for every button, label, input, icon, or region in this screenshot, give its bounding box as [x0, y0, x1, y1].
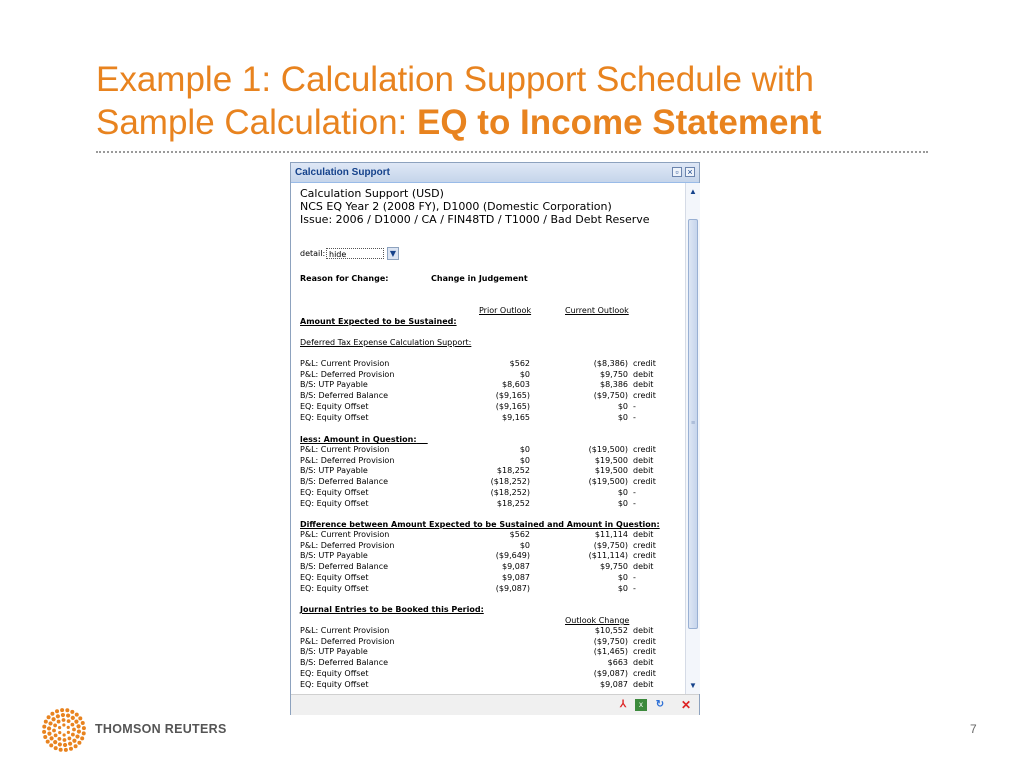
section2-title: less: Amount in Question: [300, 435, 417, 444]
row-entry-type: debit [633, 530, 654, 539]
row-label: P&L: Current Provision [300, 359, 390, 368]
page-number: 7 [970, 722, 977, 736]
vertical-scrollbar[interactable] [685, 183, 700, 694]
maximize-icon[interactable]: ▫ [672, 167, 682, 177]
row-prior-value: $9,087 [502, 562, 530, 572]
row-prior-value: ($18,252) [490, 477, 530, 487]
row-label: EQ: Equity Offset [300, 487, 369, 497]
slide-title [96, 58, 996, 144]
row-entry-type: credit [633, 636, 656, 646]
row-prior-value: $562 [509, 530, 530, 539]
header-line-2: NCS EQ Year 2 (2008 FY), D1000 (Domestic Corporation) [300, 200, 612, 213]
row-prior-value: $0 [519, 455, 530, 465]
row-prior-value: $8,603 [502, 380, 530, 390]
row-entry-type: debit [633, 626, 654, 635]
title-line-2-plain: Sample Calculation: [96, 103, 417, 142]
scroll-up-icon[interactable]: ▲ [689, 187, 697, 196]
scroll-down-icon[interactable]: ▼ [689, 681, 697, 690]
row-label: P&L: Current Provision [300, 530, 390, 539]
row-label: B/S: Deferred Balance [300, 562, 389, 572]
row-label: B/S: UTP Payable [300, 380, 368, 390]
row-label: P&L: Current Provision [300, 626, 390, 635]
deferred-label: Deferred Tax Expense Calculation Support: [300, 338, 472, 347]
col-outlook-change: Outlook Change [565, 616, 630, 625]
row-prior-value: ($9,165) [495, 391, 530, 401]
row-current-value: $9,750 [600, 562, 628, 572]
row-label: P&L: Deferred Provision [300, 455, 395, 465]
row-entry-type: credit [633, 540, 656, 550]
row-entry-type: debit [633, 466, 654, 476]
window-footer [291, 694, 699, 715]
row-label: EQ: Equity Offset [300, 668, 369, 678]
detail-select[interactable]: hide [326, 248, 384, 259]
row-label: EQ: Equity Offset [300, 572, 369, 582]
row-prior-value: $0 [519, 445, 530, 454]
row-prior-value: $18,252 [496, 466, 530, 476]
row-entry-type: credit [633, 445, 656, 454]
close-icon[interactable]: × [685, 167, 695, 177]
row-label: B/S: UTP Payable [300, 466, 368, 476]
row-prior-value: $9,087 [502, 572, 530, 582]
refresh-icon[interactable]: ↻ [655, 699, 665, 710]
row-prior-value: $18,252 [496, 498, 530, 508]
row-current-value: $0 [617, 401, 628, 411]
row-entry-type: credit [633, 359, 656, 368]
row-current-value: ($9,087) [593, 668, 628, 678]
header-line-1: Calculation Support (USD) [300, 187, 444, 200]
row-current-value: $11,114 [594, 530, 628, 539]
pdf-icon[interactable]: ⅄ [619, 699, 627, 710]
row-current-value: ($1,465) [593, 647, 628, 657]
row-current-value: $0 [617, 498, 628, 508]
row-label: B/S: UTP Payable [300, 551, 368, 561]
row-current-value: $0 [617, 572, 628, 582]
section4-title: Journal Entries to be Booked this Period: [300, 605, 484, 614]
title-divider [96, 151, 928, 153]
reason-value: Change in Judgement [431, 274, 528, 283]
section3-title: Difference between Amount Expected to be Sustained and Amount in Question: [300, 520, 660, 529]
brand-name: THOMSON REUTERS [95, 722, 227, 736]
header-line-3: Issue: 2006 / D1000 / CA / FIN48TD / T1000 / Bad Debt Reserve [300, 213, 650, 226]
row-entry-type: debit [633, 679, 654, 689]
row-current-value: ($8,386) [593, 359, 628, 368]
row-entry-type: credit [633, 477, 656, 487]
window-title: Calculation Support [295, 167, 390, 178]
row-entry-type: - [633, 572, 636, 582]
col-prior-outlook: Prior Outlook [479, 306, 532, 315]
row-current-value: $0 [617, 412, 628, 422]
row-label: B/S: UTP Payable [300, 647, 368, 657]
row-label: P&L: Deferred Provision [300, 369, 395, 379]
row-current-value: ($9,750) [593, 636, 628, 646]
scroll-thumb[interactable] [688, 219, 698, 629]
row-label: EQ: Equity Offset [300, 401, 369, 411]
row-label: EQ: Equity Offset [300, 679, 369, 689]
row-current-value: $8,386 [600, 380, 628, 390]
row-entry-type: credit [633, 391, 656, 401]
calculation-support-window [290, 162, 700, 715]
excel-icon[interactable]: x [635, 699, 647, 711]
row-entry-type: credit [633, 668, 656, 678]
col-current-outlook: Current Outlook [565, 306, 629, 315]
row-label: EQ: Equity Offset [300, 583, 369, 593]
detail-label: detail: [300, 249, 326, 258]
row-label: B/S: Deferred Balance [300, 391, 389, 401]
row-label: P&L: Deferred Provision [300, 636, 395, 646]
row-current-value: $9,750 [600, 369, 628, 379]
row-current-value: $0 [617, 583, 628, 593]
section1-title: Amount Expected to be Sustained: [300, 317, 457, 326]
row-entry-type: - [633, 583, 636, 593]
grip-icon: ≡ [690, 420, 696, 427]
row-prior-value: $0 [519, 369, 530, 379]
row-current-value: $0 [617, 487, 628, 497]
row-current-value: $10,552 [594, 626, 628, 635]
row-current-value: $19,500 [594, 455, 628, 465]
row-prior-value: ($9,649) [495, 551, 530, 561]
row-prior-value: ($9,165) [495, 401, 530, 411]
thomson-reuters-logo-icon [42, 708, 86, 752]
row-current-value: $9,087 [600, 679, 628, 689]
row-prior-value: $562 [509, 359, 530, 368]
delete-icon[interactable]: ✕ [680, 698, 692, 712]
row-current-value: $19,500 [594, 466, 628, 476]
row-label: P&L: Current Provision [300, 445, 390, 454]
row-label: EQ: Equity Offset [300, 412, 369, 422]
row-current-value: ($11,114) [588, 551, 628, 561]
row-prior-value: $0 [519, 540, 530, 550]
title-line-2-bold: EQ to Income Statement [417, 103, 822, 142]
row-entry-type: debit [633, 369, 654, 379]
row-label: EQ: Equity Offset [300, 498, 369, 508]
row-entry-type: - [633, 487, 636, 497]
row-entry-type: debit [633, 455, 654, 465]
row-entry-type: - [633, 412, 636, 422]
row-current-value: $663 [607, 658, 628, 668]
reason-label: Reason for Change: [300, 274, 389, 283]
row-prior-value: ($9,087) [495, 583, 530, 593]
row-entry-type: debit [633, 562, 654, 572]
row-label: B/S: Deferred Balance [300, 477, 389, 487]
row-label: P&L: Deferred Provision [300, 540, 395, 550]
row-label: B/S: Deferred Balance [300, 658, 389, 668]
row-entry-type: debit [633, 658, 654, 668]
window-titlebar[interactable] [291, 163, 699, 183]
window-content [292, 183, 684, 694]
row-entry-type: - [633, 498, 636, 508]
chevron-down-icon[interactable]: ▼ [387, 247, 399, 260]
title-line-1: Example 1: Calculation Support Schedule with [96, 60, 814, 99]
row-current-value: ($9,750) [593, 540, 628, 550]
title-line-2 [96, 101, 996, 144]
row-current-value: ($9,750) [593, 391, 628, 401]
row-current-value: ($19,500) [588, 445, 628, 454]
row-prior-value: $9,165 [502, 412, 530, 422]
row-entry-type: debit [633, 380, 654, 390]
row-entry-type: credit [633, 551, 656, 561]
row-entry-type: credit [633, 647, 656, 657]
row-prior-value: ($18,252) [490, 487, 530, 497]
row-current-value: ($19,500) [588, 477, 628, 487]
row-entry-type: - [633, 401, 636, 411]
